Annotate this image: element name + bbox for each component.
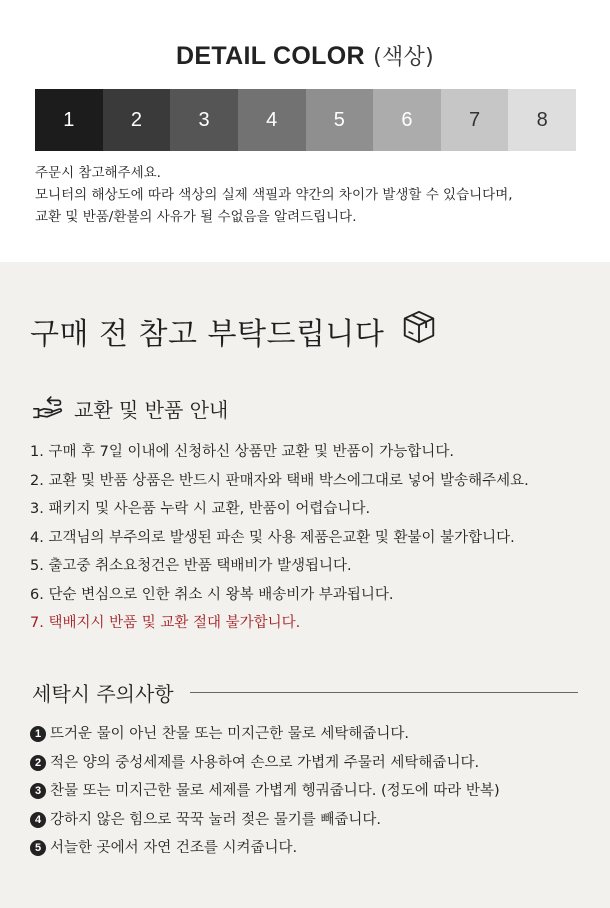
notice-title: 구매 전 참고 부탁드립니다 (30, 317, 385, 352)
list-item (30, 834, 600, 863)
number-badge: 2 (30, 755, 46, 771)
hand-return-icon (32, 392, 64, 425)
detail-color-section (0, 0, 610, 258)
color-swatch-1: 1 (35, 89, 103, 151)
exchange-heading (32, 392, 228, 425)
color-swatch-5: 5 (306, 89, 374, 151)
list-item-text: 강하지 않은 힘으로 꾹꾹 눌러 젖은 물기를 빼줍니다. (50, 811, 382, 828)
number-badge: 3 (30, 783, 46, 799)
color-swatch-4: 4 (238, 89, 306, 151)
color-swatch-2: 2 (103, 89, 171, 151)
color-swatch-8: 8 (508, 89, 576, 151)
list-item: 5. 출고중 취소요청건은 반품 택배비가 발생됩니다. (30, 558, 352, 574)
list-item (30, 777, 600, 806)
note-line: 주문시 참고해주세요. (35, 165, 161, 181)
note-line: 모니터의 해상도에 따라 색상의 실제 색필과 약간의 차이가 발생할 수 있습니다며, (35, 187, 513, 203)
note-line: 교환 및 반품/환불의 사유가 될 수없음을 알려드립니다. (35, 209, 357, 225)
list-item (30, 806, 600, 835)
number-badge: 1 (30, 726, 46, 742)
color-swatch-bar (35, 89, 576, 151)
purchase-notice-section (0, 262, 610, 908)
number-badge: 5 (30, 840, 46, 856)
color-swatch-7: 7 (441, 89, 509, 151)
list-item: 3. 패키지 및 사은품 누락 시 교환, 반품이 어렵습니다. (30, 501, 371, 517)
list-item: 6. 단순 변심으로 인한 취소 시 왕복 배송비가 부과됩니다. (30, 586, 394, 603)
package-box-icon (400, 308, 438, 354)
list-item: 1. 구매 후 7일 이내에 신청하신 상품만 교환 및 반품이 가능합니다. (30, 444, 454, 460)
color-swatch-6: 6 (373, 89, 441, 151)
list-item (30, 720, 600, 749)
color-note (35, 162, 595, 228)
list-item-text: 서늘한 곳에서 자연 건조를 시켜줍니다. (50, 840, 298, 856)
number-badge: 4 (30, 812, 46, 828)
color-swatch-3: 3 (170, 89, 238, 151)
title-en: DETAIL COLOR (176, 42, 365, 70)
title-ko: (색상) (373, 45, 434, 70)
list-item (30, 749, 600, 778)
detail-color-title (0, 40, 610, 71)
list-item: 2. 교환 및 반품 상품은 반드시 판매자와 택배 박스에그대로 넣어 발송해주세요. (30, 472, 529, 489)
exchange-title: 교환 및 반품 안내 (74, 398, 229, 422)
list-item-text: 뜨거운 물이 아닌 찬물 또는 미지근한 물로 세탁해줍니다. (50, 726, 410, 742)
washing-title: 세탁시 주의사항 (32, 682, 174, 706)
list-item-text: 찬물 또는 미지근한 물로 세제를 가볍게 헹궈줍니다. (정도에 따라 반복) (50, 783, 500, 799)
warning-item: 7. 택배지시 반품 및 교환 절대 불가합니다. (30, 615, 301, 631)
list-item-text: 적은 양의 중성세제를 사용하여 손으로 가볍게 주물러 세탁해줍니다. (50, 754, 480, 771)
washing-list (30, 720, 600, 863)
exchange-rules-list (30, 438, 600, 638)
notice-heading (30, 308, 438, 354)
divider (190, 692, 578, 693)
list-item: 4. 고객님의 부주의로 발생된 파손 및 사용 제품은교환 및 환불이 불가합니다. (30, 529, 515, 546)
